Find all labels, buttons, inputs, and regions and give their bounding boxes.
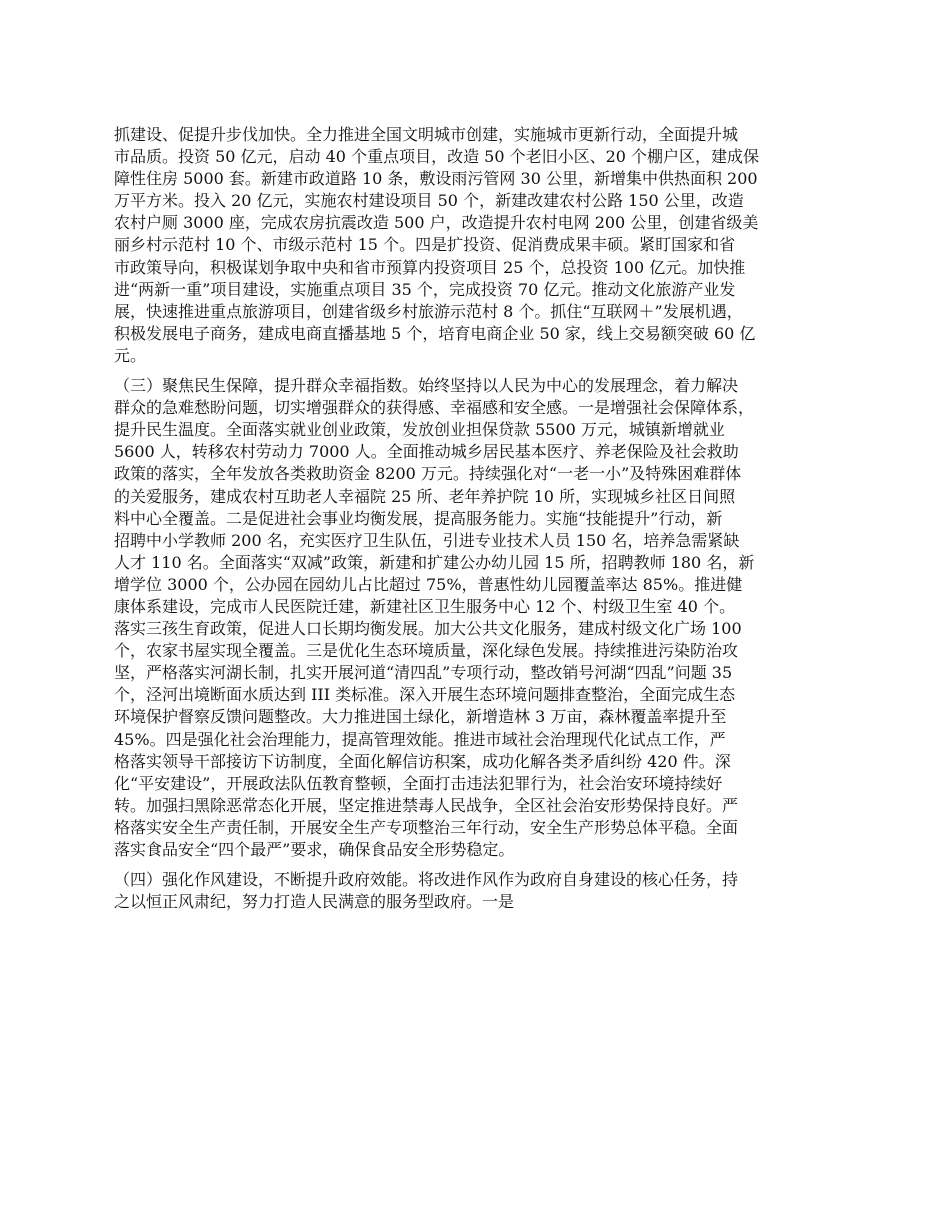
- text-line: 人才 110 名。全面落实“双减”政策，新建和扩建公办幼儿园 15 所，招聘教师 180 名，新: [114, 552, 755, 572]
- text-line: 45%。四是强化社会治理能力，提高管理效能。推进市域社会治理现代化试点工作，严: [114, 729, 726, 749]
- text-line: 的关爱服务，建成农村互助老人幸福院 25 所、老年养护院 10 所，实现城乡社区日间照: [114, 486, 736, 506]
- text-line: 展，快速推进重点旅游项目，创建省级乡村旅游示范村 8 个。抓住“互联网＋”发展机遇，: [114, 301, 743, 321]
- text-line: 之以恒正风肃纪，努力打造人民满意的服务型政府。一是: [114, 892, 515, 912]
- text-line: 环境保护督察反馈问题整改。大力推进国土绿化，新增造林 3 万亩，森林覆盖率提升至: [114, 707, 727, 727]
- text-line: 抓建设、促提升步伐加快。全力推进全国文明城市创建，实施城市更新行动，全面提升城: [114, 125, 739, 144]
- text-line: 丽乡村示范村 10 个、市级示范村 15 个。四是扩投资、促消费成果丰硕。紧盯国家和省: [114, 235, 736, 255]
- text-line: 群众的急难愁盼问题，切实增强群众的获得感、幸福感和安全感。一是增强社会保障体系，: [114, 398, 755, 418]
- text-line: 落实三孩生育政策，促进人口长期均衡发展。加大公共文化服务，建成村级文化广场 100: [114, 619, 742, 639]
- text-line: 提升民生温度。全面落实就业创业政策，发放创业担保贷款 5500 万元，城镇新增就业: [114, 420, 725, 440]
- text-line: 个，农家书屋实现全覆盖。三是优化生态环境质量，深化绿色发展。持续推进污染防治攻: [114, 641, 739, 661]
- text-line: 格落实领导干部接访下访制度，全面化解信访积案，成功化解各类矛盾纠纷 420 件。深: [114, 751, 731, 771]
- text-line: 化“平安建设”，开展政法队伍教育整顿，全面打击违法犯罪行为，社会治安环境持续好: [114, 773, 723, 793]
- text-line: 5600 人，转移农村劳动力 7000 人。全面推动城乡居民基本医疗、养老保险及社会救助: [114, 442, 739, 462]
- paragraph-livelihood-security: [114, 375, 854, 861]
- text-line: 坚，严格落实河湖长制，扎实开展河道“清四乱”专项行动，整改销号河湖“四乱”问题 35: [114, 663, 733, 683]
- text-line: 料中心全覆盖。二是促进社会事业均衡发展，提高服务能力。实施“技能提升”行动，新: [114, 508, 723, 528]
- text-line: 积极发展电子商务，建成电商直播基地 5 个，培育电商企业 50 家，线上交易额突破 60 亿: [114, 323, 756, 343]
- paragraph-urban-rural-construction: [114, 124, 854, 367]
- text-line: 招聘中小学教师 200 名，充实医疗卫生队伍，引进专业技术人员 150 名，培养急需紧缺: [114, 530, 740, 550]
- text-line: 市品质。投资 50 亿元，启动 40 个重点项目，改造 50 个老旧小区、20 个棚户区，建成保: [114, 147, 760, 167]
- text-line: 转。加强扫黑除恶常态化开展，坚定推进禁毒人民战争，全区社会治安形势保持良好。严: [114, 795, 739, 815]
- text-line: 元。: [114, 345, 147, 365]
- text-line: 政策的落实，全年发放各类救助资金 8200 万元。持续强化对“一老一小”及特殊困难群体: [114, 464, 742, 484]
- text-line: 增学位 3000 个，公办园在园幼儿占比超过 75%，普惠性幼儿园覆盖率达 85%。推进健: [114, 574, 743, 594]
- text-line: 进“两新一重”项目建设，实施重点项目 35 个，完成投资 70 亿元。推动文化旅游产业发: [114, 279, 736, 299]
- text-line: （四）强化作风建设，不断提升政府效能。将改进作风作为政府自身建设的核心任务，持: [114, 870, 739, 890]
- text-line: 康体系建设，完成市人民医院迁建，新建社区卫生服务中心 12 个、村级卫生室 40 个。: [114, 596, 736, 616]
- text-line: 万平方米。投入 20 亿元，实施农村建设项目 50 个，新建改建农村公路 150 公里，改造: [114, 191, 744, 211]
- text-line: 市政策导向，积极谋划争取中央和省市预算内投资项目 25 个，总投资 100 亿元。加快推: [114, 257, 746, 277]
- text-line: 格落实安全生产责任制，开展安全生产专项整治三年行动，安全生产形势总体平稳。全面: [114, 817, 739, 837]
- document-page: [114, 124, 854, 913]
- text-line: 落实食品安全“四个最严”要求，确保食品安全形势稳定。: [114, 840, 515, 859]
- paragraph-work-style: [114, 869, 854, 913]
- text-line: 障性住房 5000 套。新建市政道路 10 条，敷设雨污管网 30 公里，新增集中供热面积 200: [114, 169, 758, 189]
- text-line: 个，泾河出境断面水质达到 III 类标准。深入开展生态环境问题排查整治，全面完成生态: [114, 685, 736, 705]
- text-line: 农村户厕 3000 座，完成农房抗震改造 500 户，改造提升农村电网 200 公里，创建省级美: [114, 213, 759, 233]
- text-line: （三）聚焦民生保障，提升群众幸福指数。始终坚持以人民为中心的发展理念，着力解决: [114, 376, 739, 396]
